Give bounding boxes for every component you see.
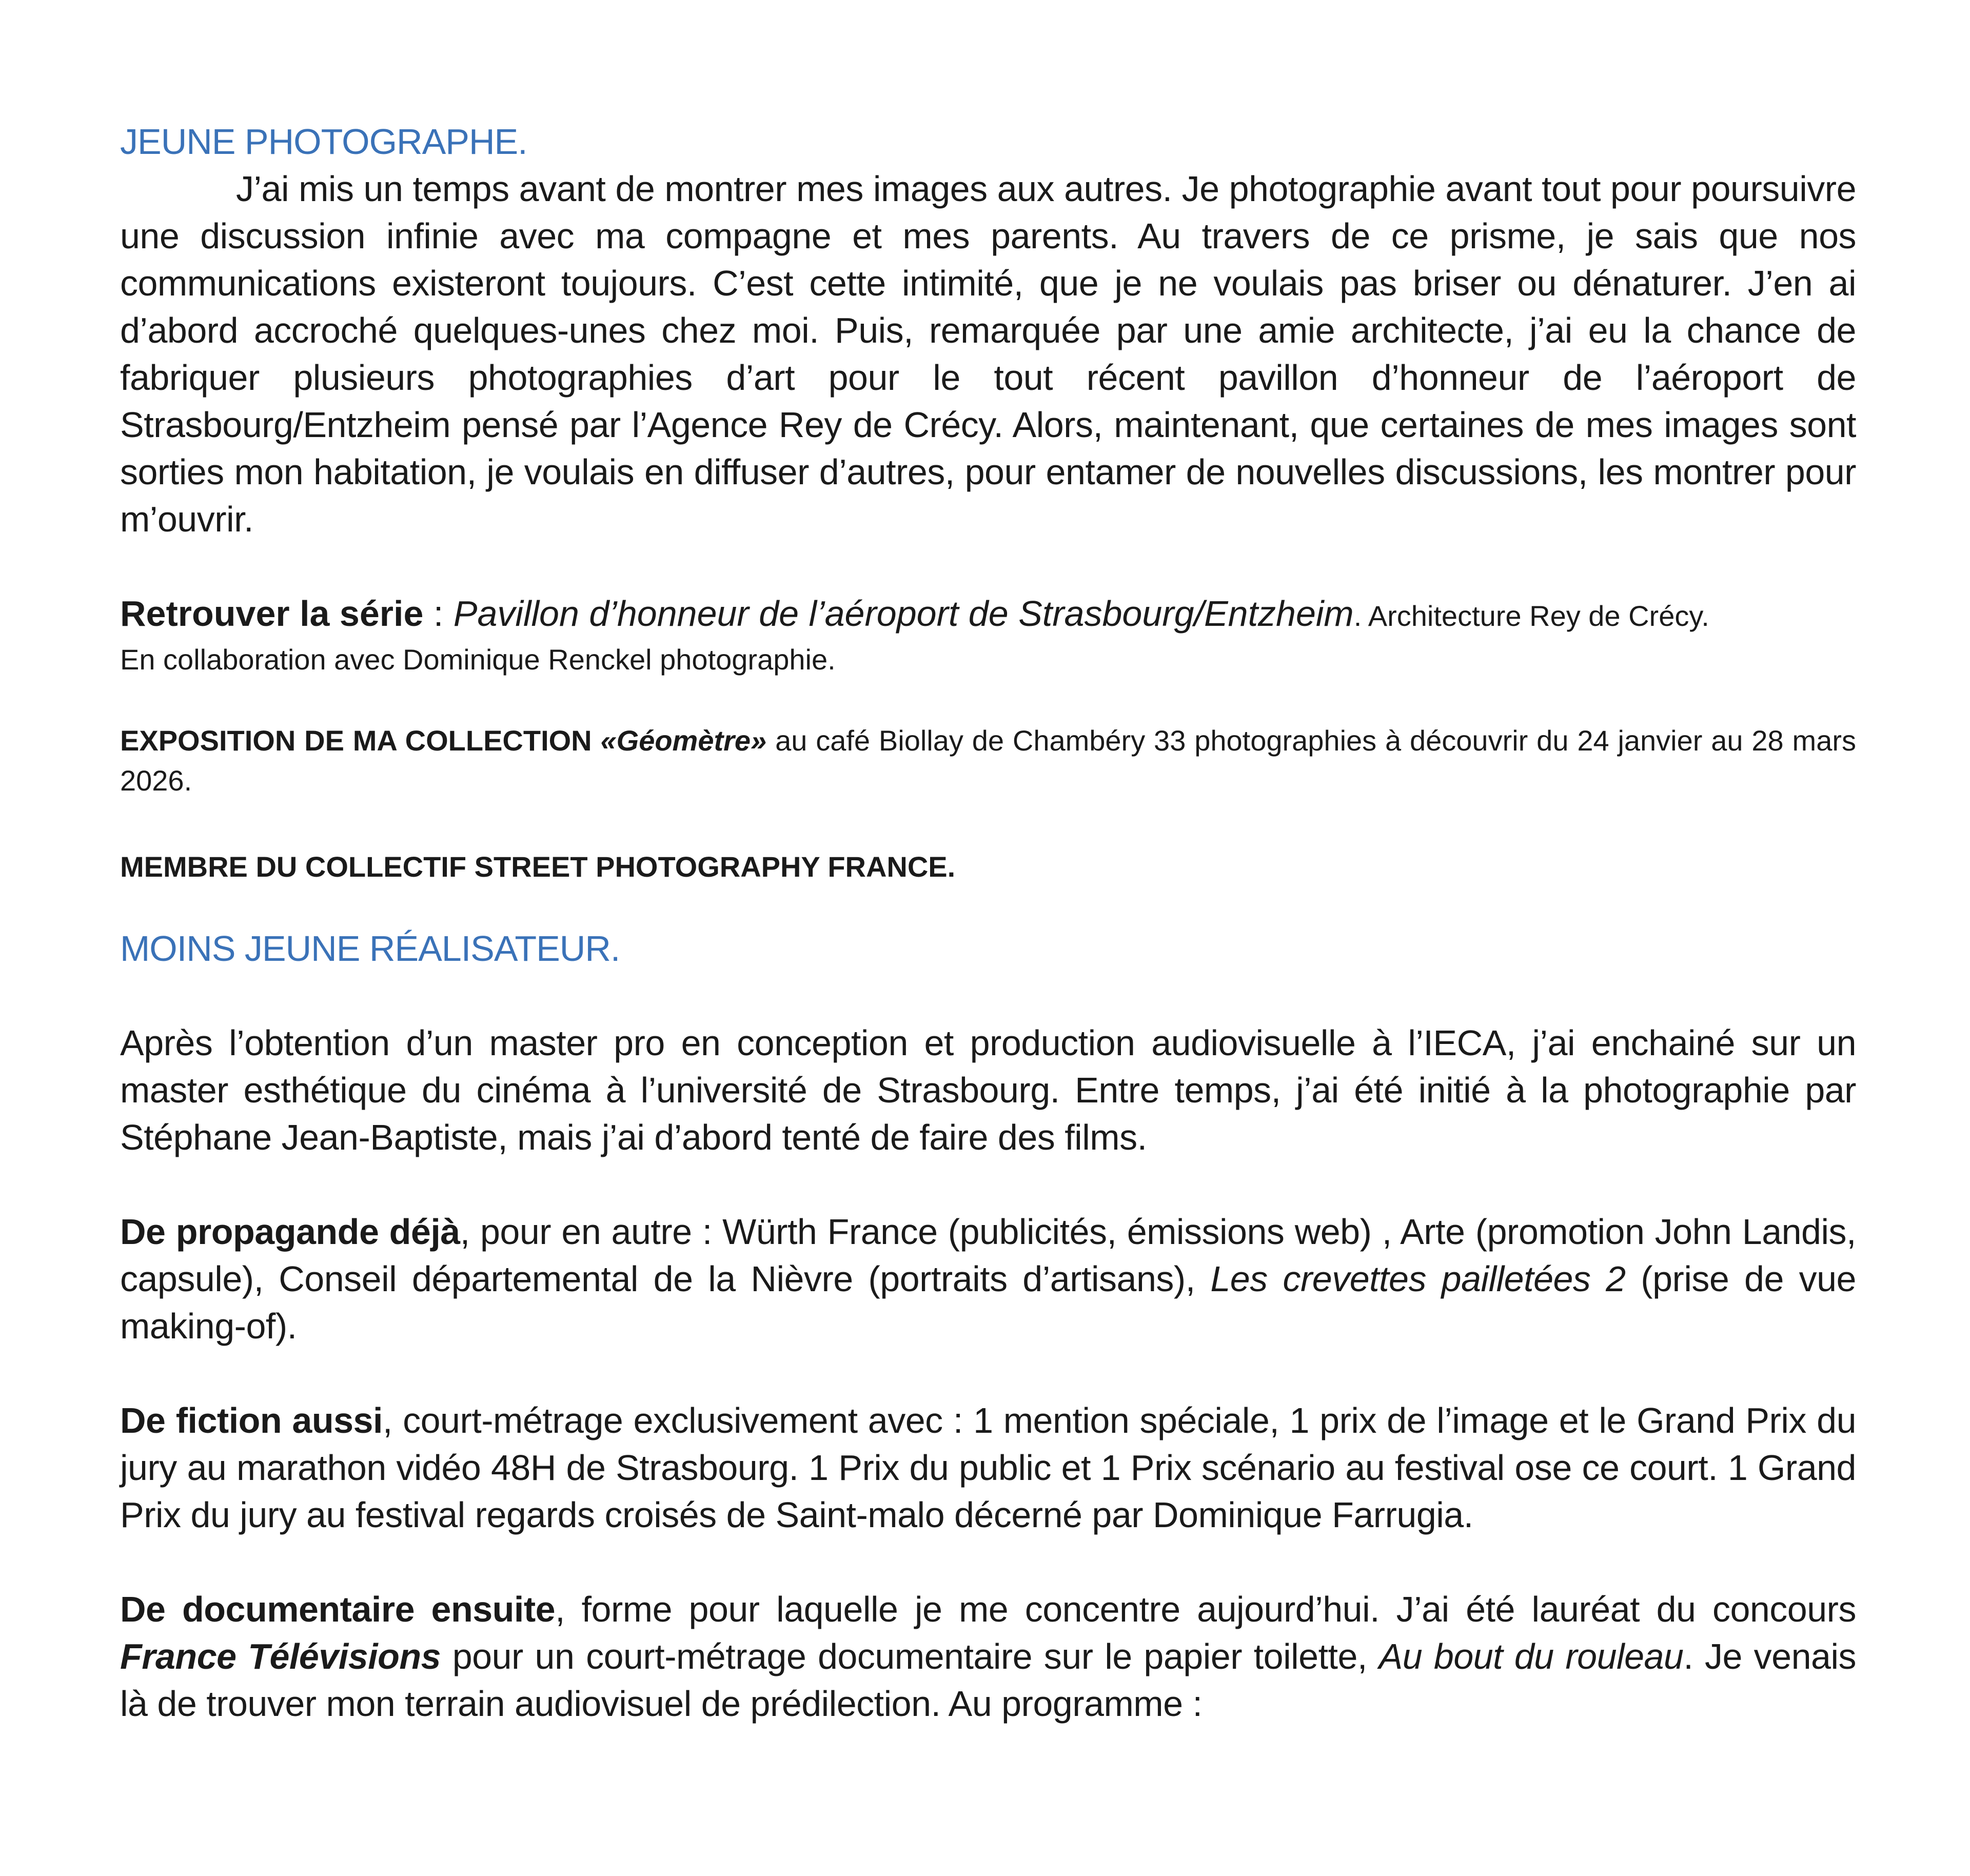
series-line bbox=[120, 590, 1856, 640]
paragraph-propagande: De propagande déjà, pour en autre : Würth France (publicités, émissions web) , Arte (promotion John Landis, capsule), Conseil départemental de la Nièvre (portraits d’artisans), Les crevettes pailletées 2 (prise de vue making-of). bbox=[120, 1212, 1856, 1346]
heading-jeune-photographe: JEUNE PHOTOGRAPHE. bbox=[120, 122, 527, 162]
exposition-label: EXPOSITION DE MA COLLECTION bbox=[120, 724, 592, 757]
fiction-label: De fiction aussi bbox=[120, 1400, 383, 1440]
paragraph-photographe: J’ai mis un temps avant de montrer mes images aux autres. Je photographie avant tout pour poursuivre une discussion infinie avec ma compagne et mes parents. Au travers de ce prisme, je sais que nos communications existeront toujours. C’est cette intimité, que je ne voulais pas briser ou dénaturer. J’en ai d’abord accroché quelques-unes chez moi. Puis, remarquée par une amie architecte, j’ai eu la chance de fabriquer plusieurs photographies d’art pour le tout récent pavillon d’honneur de l’aéroport de Strasbourg/Entzheim pensé par l’Agence Rey de Crécy. Alors, maintenant, que certaines de mes images sont sorties mon habitation, je voulais en diffuser d’autres, pour entamer de nouvelles discussions, les montrer pour m’ouvrir. bbox=[120, 169, 1856, 539]
propagande-label: De propagande déjà bbox=[120, 1212, 460, 1252]
series-separator: : bbox=[423, 594, 454, 634]
exposition-text: au café Biollay de Chambéry 33 photographies à découvrir du 24 janvier au 28 mars 2026. bbox=[120, 724, 1856, 797]
propagande-film: Les crevettes pailletées 2 bbox=[1210, 1259, 1626, 1299]
documentaire-brand: France Télévisions bbox=[120, 1636, 441, 1676]
paragraph-fiction: De fiction aussi, court-métrage exclusivement avec : 1 mention spéciale, 1 prix de l’image et le Grand Prix du jury au marathon vidéo 48H de Strasbourg. 1 Prix du public et 1 Prix scénario au festival ose ce court. 1 Grand Prix du jury au festival regards croisés de Saint-malo décerné par Dominique Farrugia. bbox=[120, 1400, 1857, 1535]
exposition-collection: «Géomètre» bbox=[600, 724, 767, 757]
paragraph-documentaire: De documentaire ensuite, forme pour laquelle je me concentre aujourd’hui. J’ai été lauréat du concours France Télévisions pour un court-métrage documentaire sur le papier toilette, Au bout du rouleau. Je venais là de trouver mon terrain audiovisuel de prédilection. Au programme : bbox=[120, 1589, 1856, 1724]
documentaire-film: Au bout du rouleau bbox=[1378, 1636, 1684, 1676]
series-collaboration: En collaboration avec Dominique Renckel photographie. bbox=[120, 643, 836, 676]
series-title: Pavillon d’honneur de l’aéroport de Strasbourg/Entzheim bbox=[453, 594, 1354, 634]
exposition-line bbox=[120, 721, 1856, 801]
series-label: Retrouver la série bbox=[120, 594, 424, 634]
paragraph-realisateur-intro: Après l’obtention d’un master pro en conception et production audiovisuelle à l’IECA, j’ai enchainé sur un master esthétique du cinéma à l’université de Strasbourg. Entre temps, j’ai été initié à la photographie par Stéphane Jean-Baptiste, mais j’ai d’abord tenté de faire des films. bbox=[120, 1023, 1856, 1157]
series-architecture: . Architecture Rey de Crécy. bbox=[1353, 600, 1709, 632]
heading-moins-jeune-realisateur: MOINS JEUNE RÉALISATEUR. bbox=[120, 929, 620, 969]
documentaire-label: De documentaire ensuite bbox=[120, 1589, 556, 1629]
document-page bbox=[120, 118, 1856, 1727]
membre-collectif: MEMBRE DU COLLECTIF STREET PHOTOGRAPHY FRANCE. bbox=[120, 851, 956, 883]
